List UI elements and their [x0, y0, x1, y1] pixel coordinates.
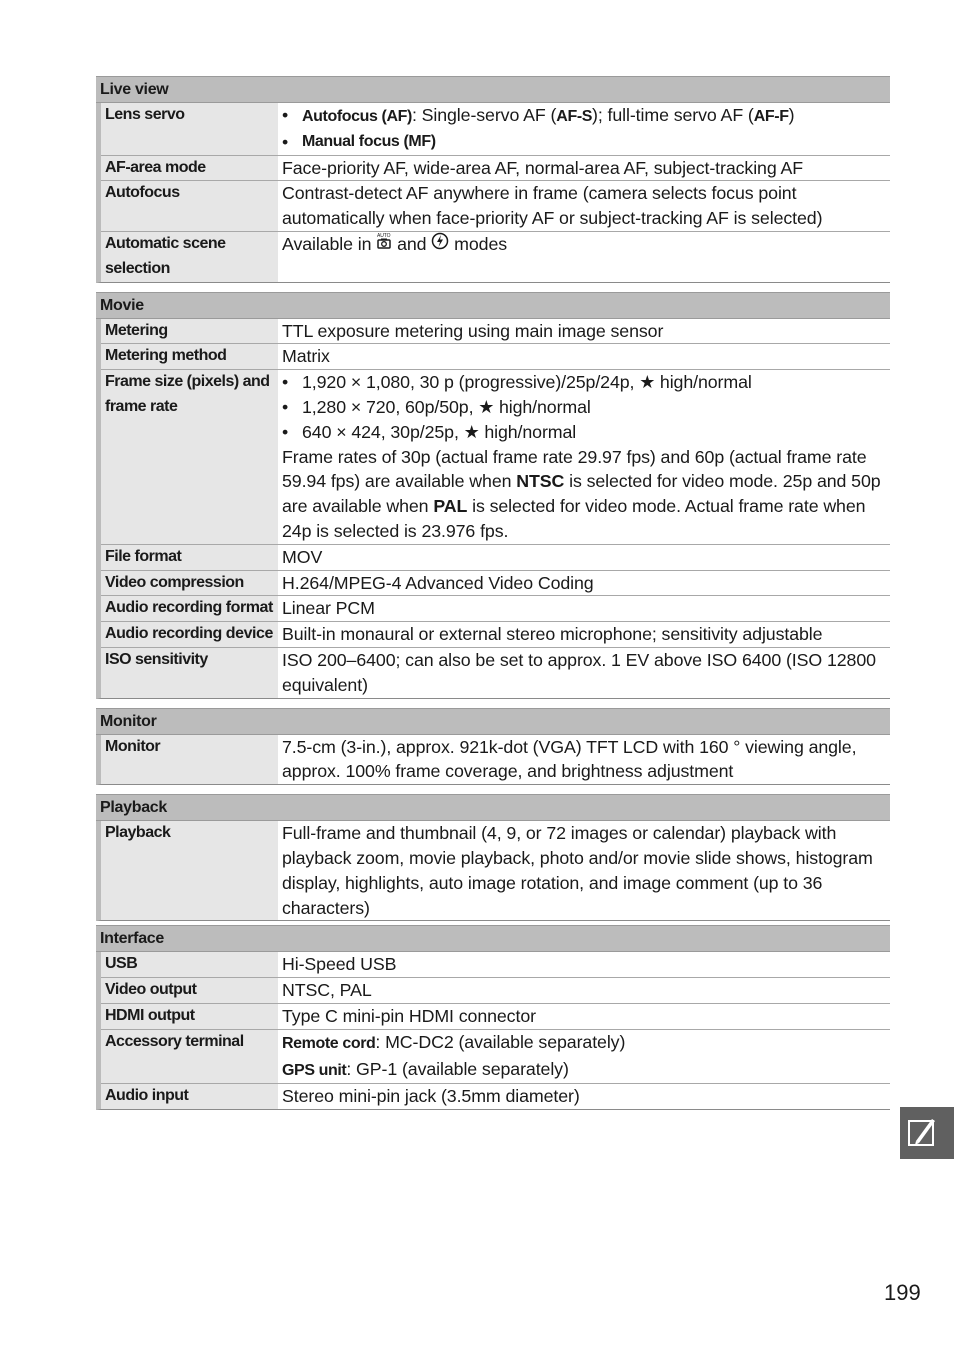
section-header: Playback: [96, 794, 890, 821]
section-monitor: [96, 708, 890, 786]
row-audio-input: [101, 1084, 890, 1109]
pencil-note-icon: [900, 1146, 954, 1163]
row-label: Playback: [101, 821, 278, 920]
row-label: Audio recording format: [101, 596, 278, 621]
row-value: Matrix: [282, 346, 330, 367]
section-header: Live view: [96, 76, 890, 103]
section-movie: [96, 292, 890, 699]
svg-text:AUTO: AUTO: [377, 232, 391, 239]
row-value: 7.5-cm (3-in.), approx. 921k-dot (VGA) TFT LCD with 160 ° viewing angle, approx. 100% frame coverage, and brightness adjustment: [282, 736, 857, 782]
section-header: Monitor: [96, 708, 890, 735]
row-label: Accessory terminal: [101, 1030, 278, 1084]
row-video-output: [101, 978, 890, 1004]
row-value: MOV: [282, 546, 323, 567]
row-playback: [101, 821, 890, 920]
section-header: Interface: [96, 925, 890, 952]
row-metering: [101, 319, 890, 345]
row-label: Metering method: [101, 344, 278, 369]
row-usb: [101, 952, 890, 978]
bullet-item: • 1,280 × 720, 60p/50p, ★ high/normal: [282, 396, 591, 417]
row-accessory-terminal: [101, 1030, 890, 1085]
row-value: Contrast-detect AF anywhere in frame (camera selects focus point automatically when face-priority AF or subject-tracking AF is selected): [282, 183, 823, 229]
row-label: File format: [101, 545, 278, 570]
row-audio-recording-device: [101, 622, 890, 648]
section-interface: [96, 925, 890, 1110]
page-number: 199: [884, 1280, 921, 1305]
section-live-view: [96, 76, 890, 283]
row-label: Video compression: [101, 571, 278, 596]
row-metering-method: [101, 344, 890, 370]
row-label: Lens servo: [101, 103, 278, 155]
section-playback: [96, 794, 890, 921]
row-autofocus: [101, 181, 890, 232]
row-label: Autofocus: [101, 181, 278, 231]
row-label: Video output: [101, 978, 278, 1003]
row-audio-recording-format: [101, 596, 890, 622]
row-label: USB: [101, 952, 278, 977]
row-value: [278, 370, 890, 544]
bullet-item: • 640 × 424, 30p/25p, ★ high/normal: [282, 421, 577, 442]
row-label: Monitor: [101, 735, 278, 785]
row-label: Audio input: [101, 1084, 278, 1109]
row-value: Linear PCM: [282, 598, 375, 619]
section-header: Movie: [96, 292, 890, 319]
row-label: ISO sensitivity: [101, 648, 278, 698]
row-value: Stereo mini-pin jack (3.5mm diameter): [282, 1086, 580, 1107]
row-label: Automatic scene selection: [101, 232, 278, 282]
row-iso-sensitivity: [101, 648, 890, 698]
row-automatic-scene-selection: [101, 232, 890, 282]
row-file-format: [101, 545, 890, 571]
auto-flash-off-icon: [431, 234, 449, 254]
row-value: Available in AUTO and modes: [282, 232, 508, 254]
row-hdmi-output: [101, 1004, 890, 1030]
row-value: Face-priority AF, wide-area AF, normal-area AF, subject-tracking AF: [282, 157, 804, 178]
row-label: Frame size (pixels) and frame rate: [101, 370, 278, 544]
row-af-area-mode: [101, 156, 890, 182]
frame-rate-note: Frame rates of 30p (actual frame rate 29.97 fps) and 60p (actual frame rate 59.94 fps) are available when NTSC is selected for video mode. 25p and 50p are available when PAL is selected for video mode. Actual frame rate when 24p is selected is 23.976 fps.: [282, 446, 881, 541]
bullet-item: • Manual focus (MF): [282, 131, 436, 152]
row-label: AF-area mode: [101, 156, 278, 181]
row-value: ISO 200–6400; can also be set to approx. 1 EV above ISO 6400 (ISO 12800 equivalent): [282, 649, 876, 695]
row-value: [278, 103, 890, 155]
row-value: H.264/MPEG-4 Advanced Video Coding: [282, 572, 594, 593]
row-value: Built-in monaural or external stereo microphone; sensitivity adjustable: [282, 624, 823, 645]
row-value: Remote cord: MC-DC2 (available separately) GPS unit: GP-1 (available separately): [282, 1031, 626, 1079]
row-value: NTSC, PAL: [282, 980, 372, 1001]
row-value: Hi-Speed USB: [282, 954, 397, 975]
row-value: Type C mini-pin HDMI connector: [282, 1005, 536, 1026]
row-value: TTL exposure metering using main image sensor: [282, 320, 664, 341]
row-label: Audio recording device: [101, 622, 278, 647]
row-monitor: [101, 735, 890, 785]
row-video-compression: [101, 571, 890, 597]
bullet-item: • Autofocus (AF): Single-servo AF (AF-S); full-time servo AF (AF-F): [282, 105, 795, 125]
section-tab-marker: [900, 1107, 954, 1159]
bullet-item: • 1,920 × 1,080, 30 p (progressive)/25p/24p, ★ high/normal: [282, 372, 752, 393]
row-lens-servo: [101, 103, 890, 156]
row-value: Full-frame and thumbnail (4, 9, or 72 images or calendar) playback with playback zoom, movie playback, photo and/or movie slide shows, histogram display, highlights, auto image rotation, and image comment (up to 36 characters): [282, 823, 873, 918]
auto-mode-icon: [376, 234, 392, 254]
row-label: HDMI output: [101, 1004, 278, 1029]
row-label: Metering: [101, 319, 278, 344]
spec-table: [96, 76, 890, 1119]
row-frame-size: [101, 370, 890, 545]
